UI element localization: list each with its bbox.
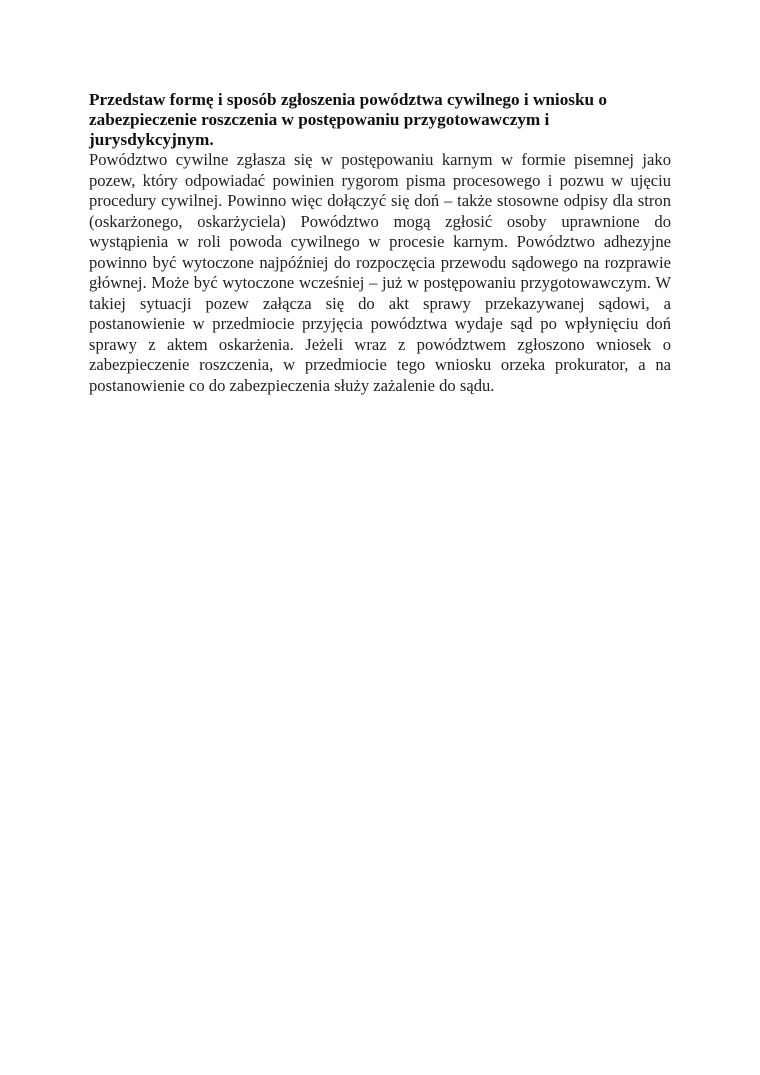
question-heading: Przedstaw formę i sposób zgłoszenia powództwa cywilnego i wniosku o zabezpieczenie roszczenia w postępowaniu przygotowawczym i jurysdykcyjnym.	[89, 90, 607, 149]
document-body	[89, 90, 671, 396]
answer-paragraph: Powództwo cywilne zgłasza się w postępowaniu karnym w formie pisemnej jako pozew, który odpowiadać powinien rygorom pisma procesowego i pozwu w ujęciu procedury cywilnej. Powinno więc dołączyć się doń – także stosowne odpisy dla stron (oskarżonego, oskarżyciela) Powództwo mogą zgłosić osoby uprawnione do wystąpienia w roli powoda cywilnego w procesie karnym. Powództwo adhezyjne powinno być wytoczone najpóźniej do rozpoczęcia przewodu sądowego na rozprawie głównej. Może być wytoczone wcześniej – już w postępowaniu przygotowawczym. W takiej sytuacji pozew załącza się do akt sprawy przekazywanej sądowi, a postanowienie w przedmiocie przyjęcia powództwa wydaje sąd po wpłynięciu doń sprawy z aktem oskarżenia. Jeżeli wraz z powództwem zgłoszono wniosek o zabezpieczenie roszczenia, w przedmiocie tego wniosku orzeka prokurator, a na postanowienie co do zabezpieczenia służy zażalenie do sądu.	[89, 150, 671, 395]
